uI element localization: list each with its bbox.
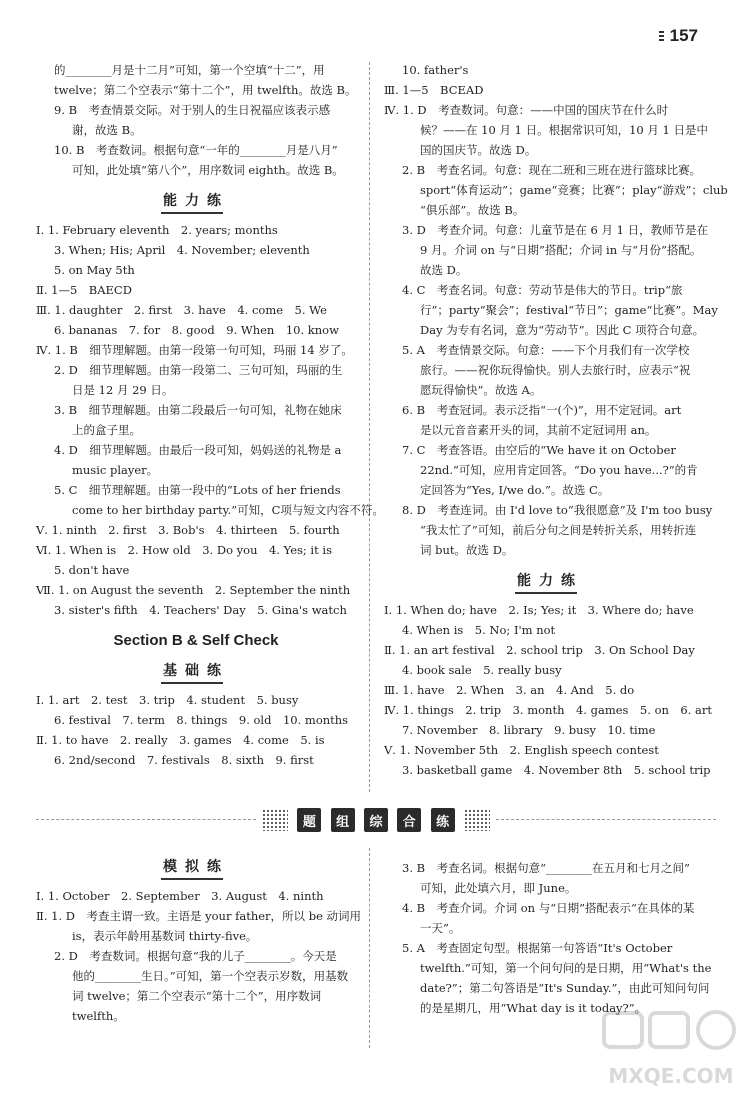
section-heading-basic: 基础练 — [36, 656, 356, 690]
answer-line: Ⅶ. 1. on August the seventh 2. September the ninth — [36, 583, 351, 597]
page-number: 157 — [659, 26, 698, 46]
banner-char: 综 — [364, 808, 388, 832]
answer-line: Ⅲ. 1—5 BCEAD — [384, 83, 484, 97]
answer-line: 4. When is 5. No; I'm not — [402, 623, 556, 637]
answer-line: 5. A 考查情景交际。句意：——下个月我们有一次学校 — [402, 343, 690, 357]
column-divider-bottom — [369, 848, 370, 1048]
text-line: 10. B 考查数词。根据句意“一年的________月是八月” — [54, 143, 338, 157]
answer-line: Ⅱ. 1. D 考查主谓一致。主语是 your father，所以 be 动词用 — [36, 909, 362, 923]
answer-line: 3. basketball game 4. November 8th 5. school trip — [402, 763, 711, 777]
answer-line: 2. D 细节理解题。由第一段第二、三句可知，玛丽的生 — [54, 363, 343, 377]
banner-box — [258, 807, 494, 833]
section-heading-ability: 能力练 — [36, 186, 356, 220]
answer-line: 7. C 考查答语。由空后的“We have it on October — [402, 443, 676, 457]
answer-line: twelfth.”可知，第一个问句问的是日期，用“What's the — [420, 961, 712, 975]
answer-line: 4. C 考查名词。句意：劳动节是伟大的节日。trip“旅 — [402, 283, 683, 297]
answer-line: 6. festival 7. term 8. things 9. old 10. months — [54, 713, 349, 727]
right-column — [384, 60, 728, 780]
answer-line: 3. B 考查名词。根据句意“________在五月和七月之间” — [402, 861, 690, 875]
answer-line: 7. November 8. library 9. busy 10. time — [402, 723, 656, 737]
answer-line: 4. B 考查介词。介词 on 与“日期”搭配表示“在具体的某 — [402, 901, 695, 915]
combined-exercise-banner — [0, 803, 750, 837]
answer-line: “我太忙了”可知，前后分句之间是转折关系，用转折连 — [420, 523, 697, 537]
answer-line: 故选 D。 — [420, 263, 468, 277]
answer-line: 6. bananas 7. for 8. good 9. When 10. know — [54, 323, 339, 337]
answer-line: Day 为专有名词，意为“劳动节”。因此 C 项符合句意。 — [420, 323, 705, 337]
answer-line: music player。 — [72, 463, 159, 477]
answer-line: Ⅰ. 1. February eleventh 2. years; months — [36, 223, 278, 237]
dot-grid-icon — [262, 809, 288, 831]
text-line: 9. B 考查情景交际。对于别人的生日祝福应该表示感 — [54, 103, 331, 117]
text-line: twelve；第二个空表示“第十二个”，用 twelfth。故选 B。 — [54, 83, 357, 97]
answer-line: 2. D 考查数词。根据句意“我的儿子________。今天是 — [54, 949, 337, 963]
answer-line: 5. A 考查固定句型。根据第一句答语“It's October — [402, 941, 673, 955]
answer-line: Ⅴ. 1. ninth 2. first 3. Bob's 4. thirteen 5. fourth — [36, 523, 340, 537]
answer-line: 上的盒子里。 — [72, 423, 141, 437]
watermark-logo-icon — [600, 1007, 742, 1093]
answer-line: 3. B 细节理解题。由第二段最后一句可知，礼物在她床 — [54, 403, 342, 417]
left-column-bottom — [36, 852, 362, 1026]
answer-line: Ⅰ. 1. art 2. test 3. trip 4. student 5. busy — [36, 693, 299, 707]
answer-line: 6. 2nd/second 7. festivals 8. sixth 9. first — [54, 753, 314, 767]
answer-line: 日是 12 月 29 日。 — [72, 383, 174, 397]
answer-line: 5. on May 5th — [54, 263, 135, 277]
answer-line: 是以元音音素开头的词，其前不定冠词用 an。 — [420, 423, 657, 437]
answer-line: Ⅲ. 1. daughter 2. first 3. have 4. come 5. We — [36, 303, 327, 317]
answer-line: Ⅳ. 1. D 考查数词。句意：——中国的国庆节在什么时 — [384, 103, 669, 117]
answer-line: 愿玩得愉快”。故选 A。 — [420, 383, 542, 397]
right-column-bottom — [384, 858, 716, 1018]
banner-rule-left — [36, 819, 256, 820]
left-column — [36, 60, 384, 770]
text-line: 谢，故选 B。 — [72, 123, 142, 137]
answer-line: 词 twelve；第二个空表示“第十二个”，用序数词 — [72, 989, 322, 1003]
answer-line: 一天”。 — [420, 921, 461, 935]
column-divider-top — [369, 62, 370, 792]
banner-char: 练 — [431, 808, 455, 832]
answer-line: 定回答为“Yes, I/we do.”。故选 C。 — [420, 483, 610, 497]
answer-line: Ⅱ. 1. to have 2. really 3. games 4. come 5. is — [36, 733, 325, 747]
answer-line: Ⅲ. 1. have 2. When 3. an 4. And 5. do — [384, 683, 635, 697]
watermark-text: MXQE.COM — [608, 1064, 734, 1088]
answer-line: 5. C 细节理解题。由第一段中的“Lots of her friends — [54, 483, 341, 497]
answer-line: 行”；party“聚会”；festival“节日”；game“比赛”。May — [420, 303, 718, 317]
answer-line: 2. B 考查名词。句意：现在二班和三班在进行篮球比赛。 — [402, 163, 702, 177]
answer-line: Ⅱ. 1. an art festival 2. school trip 3. On School Day — [384, 643, 695, 657]
answer-line: 8. D 考查连词。由 I'd love to“我很愿意”及 I'm too busy — [402, 503, 713, 517]
section-heading-mock: 模拟练 — [36, 852, 356, 886]
dot-grid-icon — [464, 809, 490, 831]
answer-line: 4. D 细节理解题。由最后一段可知，妈妈送的礼物是 a — [54, 443, 342, 457]
answer-line: Ⅱ. 1—5 BAECD — [36, 283, 132, 297]
answer-line: come to her birthday party.”可知，C项与短文内容不符。 — [72, 503, 384, 517]
answer-line: 3. sister's fifth 4. Teachers' Day 5. Gina's watch — [54, 603, 347, 617]
answer-line: 3. D 考查介词。句意：儿童节是在 6 月 1 日，教师节是在 — [402, 223, 709, 237]
answer-line: date?”；第二句答语是“It's Sunday.”，由此可知问句问 — [420, 981, 710, 995]
answer-line: Ⅳ. 1. B 细节理解题。由第一段第一句可知，玛丽 14 岁了。 — [36, 343, 353, 357]
answer-line: 3. When; His; April 4. November; eleventh — [54, 243, 310, 257]
answer-line: Ⅴ. 1. November 5th 2. English speech contest — [384, 743, 659, 757]
answer-line: 4. book sale 5. really busy — [402, 663, 562, 677]
answer-line: 9 月。介词 on 与“日期”搭配；介词 in 与“月份”搭配。 — [420, 243, 702, 257]
answer-line: Ⅵ. 1. When is 2. How old 3. Do you 4. Yes; it is — [36, 543, 332, 557]
answer-line: 词 but。故选 D。 — [420, 543, 514, 557]
answer-line: 5. don't have — [54, 563, 130, 577]
answer-line: 他的________生日。”可知，第一个空表示岁数，用基数 — [72, 969, 349, 983]
answer-line: Ⅰ. 1. When do; have 2. Is; Yes; it 3. Where do; have — [384, 603, 694, 617]
answer-line: is，表示年龄用基数词 thirty-five。 — [72, 929, 258, 943]
section-heading-ability-right: 能力练 — [384, 566, 716, 600]
answer-line: 可知，此处填六月，即 June。 — [420, 881, 577, 895]
answer-line: Ⅰ. 1. October 2. September 3. August 4. ninth — [36, 889, 324, 903]
answer-line: twelfth。 — [72, 1009, 125, 1023]
banner-rule-right — [496, 819, 716, 820]
banner-char: 合 — [397, 808, 421, 832]
answer-line: Ⅳ. 1. things 2. trip 3. month 4. games 5. on 6. art — [384, 703, 712, 717]
page-number-marker-icon — [659, 31, 664, 43]
watermark-logo — [600, 1007, 742, 1093]
answer-line: 候？——在 10 月 1 日。根据常识可知，10 月 1 日是中 — [420, 123, 708, 137]
answer-line: 22nd.”可知，应用肯定回答。“Do you have...?”的肯 — [420, 463, 698, 477]
text-line: 可知，此处填“第八个”，用序数词 eighth。故选 B。 — [72, 163, 344, 177]
answer-line: 6. B 考查冠词。表示泛指“一(个)”，用不定冠词。art — [402, 403, 682, 417]
answer-line: sport“体育运动”；game“竞赛；比赛”；play“游戏”；club — [420, 183, 728, 197]
banner-char: 组 — [331, 808, 355, 832]
answer-line: “俱乐部”。故选 B。 — [420, 203, 525, 217]
answer-line: 的是星期几，用“What day is it today?”。 — [420, 1001, 647, 1015]
answer-line: 国的国庆节。故选 D。 — [420, 143, 537, 157]
answer-line: 10. father's — [402, 63, 469, 77]
section-title: Section B & Self Check — [113, 632, 279, 649]
answer-line: 旅行。——祝你玩得愉快。别人去旅行时，应表示“祝 — [420, 363, 691, 377]
text-line: 的________月是十二月”可知，第一个空填“十二”，用 — [54, 63, 325, 77]
banner-char: 题 — [297, 808, 321, 832]
